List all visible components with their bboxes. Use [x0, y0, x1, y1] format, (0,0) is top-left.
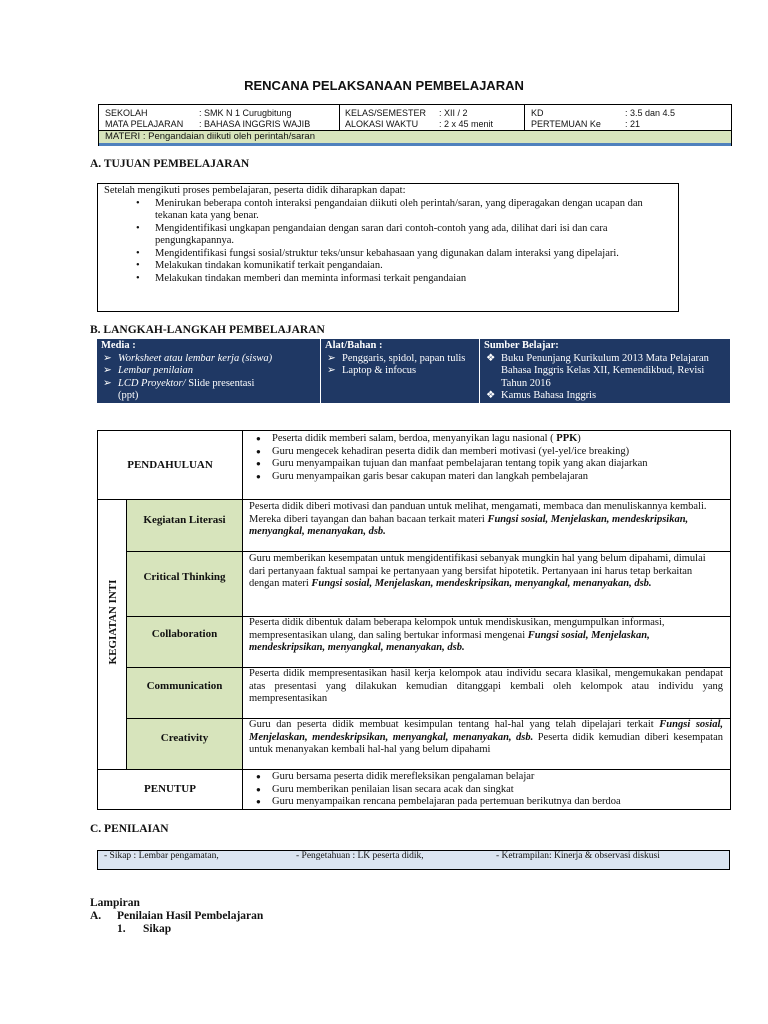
- list-item: ➢ LCD Proyektor/ Slide presentasi (ppt): [103, 377, 255, 401]
- list-item: ● Peserta didik memberi salam, berdoa, menyanyikan lagu nasional ( PPK): [256, 433, 581, 444]
- kegiatan-inti-label: KEGIATAN INTI: [107, 579, 119, 665]
- mapel-value: : BAHASA INGGRIS WAJIB: [199, 119, 311, 129]
- collaboration-label: Collaboration: [151, 628, 218, 640]
- list-item: ● Guru menyampaikan garis besar cakupan materi dan langkah pembelajaran: [256, 470, 589, 482]
- alokasi-label: ALOKASI WAKTU: [345, 119, 419, 129]
- penilaian-keterampilan: - Ketrampilan: Kinerja & observasi diskusi: [496, 851, 660, 861]
- alat-column: [321, 339, 479, 403]
- kelas-label: KELAS/SEMESTER: [345, 108, 427, 118]
- list-item: • Melakukan tindakan memberi dan meminta informasi terkait pengandaian: [136, 272, 467, 284]
- penutup-label: PENUTUP: [144, 783, 196, 795]
- materi-bar: MATERI : Pengandaian diikuti oleh perintah/saran: [99, 130, 731, 143]
- mapel-label: MATA PELAJARAN: [105, 119, 184, 129]
- kelas-value: : XII / 2: [439, 108, 468, 118]
- kd-label: KD: [531, 108, 544, 118]
- media-table: [97, 339, 730, 403]
- arrow-icon: ➢: [103, 377, 112, 389]
- page-title: RENCANA PELAKSANAAN PEMBELAJARAN: [244, 78, 524, 93]
- communication-text: Peserta didik mempresentasikan hasil kerja kelompok atau individu secara klasikal, mengemukakan pendapat atas presentasi yang dilakukan kemudian ditanggapi kembali oleh kelompok atau individu yang mempresentasikan: [249, 668, 723, 704]
- arrow-icon: ➢: [327, 352, 336, 364]
- section-c-heading: C. PENILAIAN: [90, 823, 169, 835]
- activity-table: [97, 430, 731, 810]
- penutup-list: [246, 771, 728, 809]
- lampiran-a-num: A.: [90, 910, 102, 922]
- creativity-text: Guru dan peserta didik membuat kesimpulan tentang hal-hal yang telah dipelajari terkait Fungsi sosial, Menjelaskan, mendeskripsikan, menyangkal, menanyakan, dsb. Peserta didik kemudian diberi kesempatan untuk menanyakan kembali hal-hal yang belum dipahami: [249, 719, 723, 755]
- media-header: Media :: [101, 340, 136, 351]
- list-item: ➢ Worksheet atau lembar kerja (siswa): [103, 352, 273, 364]
- materi-underline: [99, 143, 731, 146]
- lampiran-1-num: 1.: [117, 923, 126, 935]
- penilaian-pengetahuan: - Pengetahuan : LK peserta didik,: [296, 851, 424, 861]
- sumber-header: Sumber Belajar:: [484, 340, 559, 351]
- sumber-column: [480, 339, 730, 403]
- collaboration-text: Peserta didik dibentuk dalam beberapa kelompok untuk mendiskusikan, mengumpulkan informasi, mempresentasikan ulang, dan saling bertukar informasi mengenai Fungsi sosial, Menjelaskan, mendeskripsikan, menyangkal, menanyakan, dsb.: [249, 617, 665, 653]
- sekolah-label: SEKOLAH: [105, 108, 148, 118]
- penilaian-sikap: - Sikap : Lembar pengamatan,: [104, 851, 219, 861]
- alokasi-value: : 2 x 45 menit: [439, 119, 494, 129]
- media-column: [97, 339, 320, 403]
- list-item: ➢ Lembar penilaian: [103, 365, 193, 376]
- lampiran-1-text: Sikap: [143, 923, 172, 935]
- alat-header: Alat/Bahan :: [325, 340, 383, 351]
- tujuan-box: [97, 183, 679, 312]
- diamond-icon: ❖: [486, 390, 496, 401]
- diamond-icon: ❖: [486, 352, 496, 364]
- literasi-text: Peserta didik diberi motivasi dan panduan untuk melihat, mengamati, membaca dan menuliskannya kembali. Mereka diberi tayangan dan bahan bacaan terkait materi Fungsi sosial, Menjelaskan, mendeskripsikan, menyangkal, menanyakan, dsb.: [249, 501, 707, 537]
- tujuan-list: [104, 198, 672, 286]
- arrow-icon: ➢: [103, 365, 112, 376]
- arrow-icon: ➢: [103, 352, 112, 364]
- pertemuan-label: PERTEMUAN Ke: [531, 119, 601, 129]
- kd-value: : 3.5 dan 4.5: [625, 108, 676, 118]
- list-item: ● Guru memberikan penilaian lisan secara acak dan singkat: [256, 783, 514, 795]
- list-item: ❖ Buku Penunjang Kurikulum 2013 Mata Pelajaran Bahasa Inggris Kelas XII, Kemendikbud, Revisi Tahun 2016: [486, 352, 709, 389]
- arrow-icon: ➢: [327, 365, 336, 376]
- list-item: ● Guru menyampaikan tujuan dan manfaat pembelajaran tentang topik yang akan diajarkan: [256, 458, 648, 469]
- penilaian-box: [97, 850, 730, 870]
- list-item: • Mengidentifikasi ungkapan pengandaian dengan saran dari contoh-contoh yang ada, dilihat dari isi dan cara pengungkapannya.: [136, 222, 608, 246]
- creativity-label: Creativity: [160, 732, 209, 744]
- pertemuan-value: : 21: [625, 119, 641, 129]
- critical-label: Critical Thinking: [143, 571, 226, 583]
- list-item: • Mengidentifikasi fungsi sosial/struktur teks/unsur kebahasaan yang digunakan dalam interaksi yang dipelajari.: [136, 247, 619, 259]
- section-a-heading: A. TUJUAN PEMBELAJARAN: [90, 158, 250, 170]
- list-item: ➢ Laptop & infocus: [327, 365, 417, 376]
- lampiran-a-text: Penilaian Hasil Pembelajaran: [117, 910, 264, 922]
- lampiran-title: Lampiran: [90, 897, 140, 909]
- critical-text: Guru memberikan kesempatan untuk mengidentifikasi sebanyak mungkin hal yang belum dipahami, dimulai dari pertanyaan faktual sampai ke pertanyaan yang bersifat hipotetik. Pertanyaan ini harus tetap berkaitan dengan materi Fungsi sosial, Menjelaskan, mendeskripsikan, menyangkal, menanyakan, dsb.: [249, 553, 706, 589]
- pendahuluan-list: [246, 433, 728, 483]
- list-item: • Melakukan tindakan komunikatif terkait pengandaian.: [136, 260, 383, 271]
- list-item: ➢ Penggaris, spidol, papan tulis: [327, 352, 466, 364]
- section-b-heading: B. LANGKAH-LANGKAH PEMBELAJARAN: [90, 324, 325, 336]
- info-table: [98, 104, 732, 146]
- sekolah-value: : SMK N 1 Curugbitung: [199, 108, 292, 118]
- communication-label: Communication: [146, 680, 223, 692]
- tujuan-intro: Setelah mengikuti proses pembelajaran, peserta didik diharapkan dapat:: [104, 185, 406, 196]
- list-item: ● Guru bersama peserta didik merefleksikan pengalaman belajar: [256, 771, 535, 782]
- list-item: ● Guru menyampaikan rencana pembelajaran pada pertemuan berikutnya dan berdoa: [256, 796, 621, 807]
- list-item: • Menirukan beberapa contoh interaksi pengandaian diikuti oleh perintah/saran, yang diperagakan dengan ucapan dan tekanan kata yang benar.: [136, 197, 643, 221]
- list-item: ❖ Kamus Bahasa Inggris: [486, 390, 597, 401]
- pendahuluan-label: PENDAHULUAN: [127, 459, 213, 471]
- literasi-label: Kegiatan Literasi: [143, 514, 226, 526]
- list-item: ● Guru mengecek kehadiran peserta didik dan memberi motivasi (yel-yel/ice breaking): [256, 445, 630, 457]
